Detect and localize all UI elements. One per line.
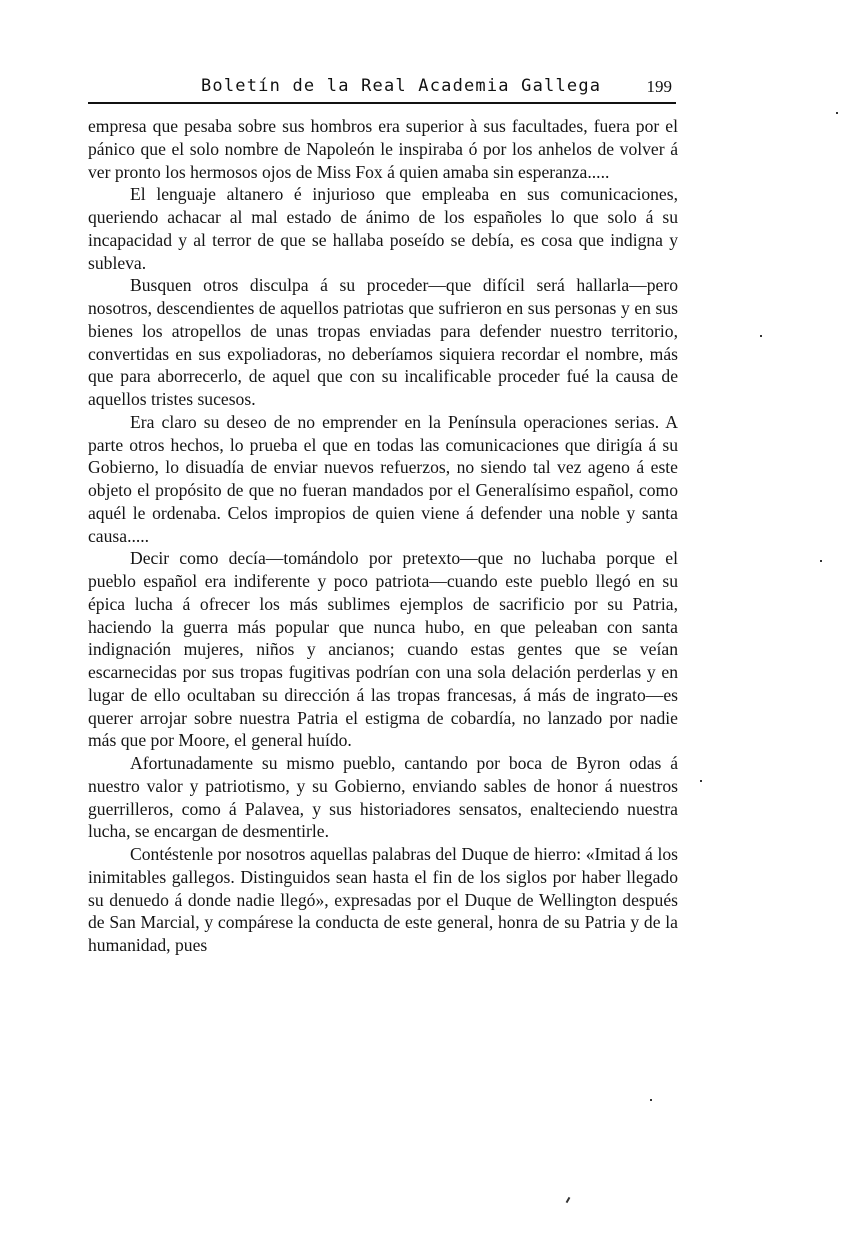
scan-speck: [566, 1197, 571, 1203]
scan-speck: [836, 112, 838, 114]
running-head: [88, 74, 678, 102]
paragraph-2: El lenguaje altanero é injurioso que empleaba en sus comunicaciones, queriendo achacar al mal estado de ánimo de los españoles lo que solo á su incapacidad y al terror de que se hallaba poseído se debía, es cosa que indigna y subleva.: [88, 184, 678, 273]
scan-speck: [700, 780, 702, 782]
scan-speck: [650, 1099, 652, 1101]
page-number: 199: [646, 77, 672, 96]
paragraph-3: Busquen otros disculpa á su proceder—que difícil será hallarla—pero nosotros, descendientes de aquellos patriotas que sufrieron en sus personas y en sus bienes los atropellos de unas tropas enviadas para defender nuestro territorio, convertidas en sus expoliadoras, no deberíamos siquiera recordar el nombre, más que para aborrecerlo, de aquel que con su incalificable proceder fué la causa de aquellos tristes sucesos.: [88, 275, 678, 409]
paragraph-6: Afortunadamente su mismo pueblo, cantando por boca de Byron odas á nuestro valor y patriotismo, y su Gobierno, enviando sables de honor á nuestros guerrilleros, como á Palavea, y sus historiadores sensatos, enalteciendo nuestra lucha, se encargan de desmentirle.: [88, 753, 678, 842]
running-title: Boletín de la Real Academia Gallega: [201, 76, 602, 96]
paragraph-7: Contéstenle por nosotros aquellas palabras del Duque de hierro: «Imitad á los inimitables gallegos. Distinguidos sean hasta el fin de los siglos por haber llegado su denuedo á donde nadie llegó», expresadas por el Duque de Wellington después de San Marcial, y compárese la conducta de este general, honra de su Patria y de la humanidad, pues: [88, 844, 678, 955]
scan-speck: [820, 560, 822, 562]
paragraph-5: Decir como decía—tomándolo por pretexto—que no luchaba porque el pueblo español era indiferente y poco patriota—cuando este pueblo llegó en su épica lucha á ofrecer los más sublimes ejemplos de sacrificio por su Patria, haciendo la guerra más popular que nunca hubo, en que peleaban con santa indignación mujeres, niños y ancianos; cuando estas gentes que se veían escarnecidas por sus tropas fugitivas podrían con una sola delación perderlas y en lugar de ello ocultaban su dirección á las tropas francesas, á más de ingrato—es querer arrojar sobre nuestra Patria el estigma de cobardía, no lanzado por nadie más que por Moore, el general huído.: [88, 548, 678, 751]
body-text: [88, 115, 678, 957]
paragraph-4: Era claro su deseo de no emprender en la Península operaciones serias. A parte otros hechos, lo prueba el que en todas las comunicaciones que dirigía á su Gobierno, lo disuadía de enviar nuevos refuerzos, no siendo tal vez ageno á este objeto el propósito de que no fueran mandados por el Generalísimo español, como aquél le ordenaba. Celos impropios de quien viene á defender una noble y santa causa.....: [88, 411, 678, 546]
header-rule: [88, 102, 676, 104]
book-page: [88, 74, 678, 957]
scan-speck: [760, 335, 762, 337]
paragraph-1: empresa que pesaba sobre sus hombros era superior à sus facultades, fuera por el pánico que el solo nombre de Napoleón le inspiraba ó por los anhelos de volver á ver pronto los hermosos ojos de Miss Fox á quien amaba sin esperanza.....: [88, 116, 678, 182]
